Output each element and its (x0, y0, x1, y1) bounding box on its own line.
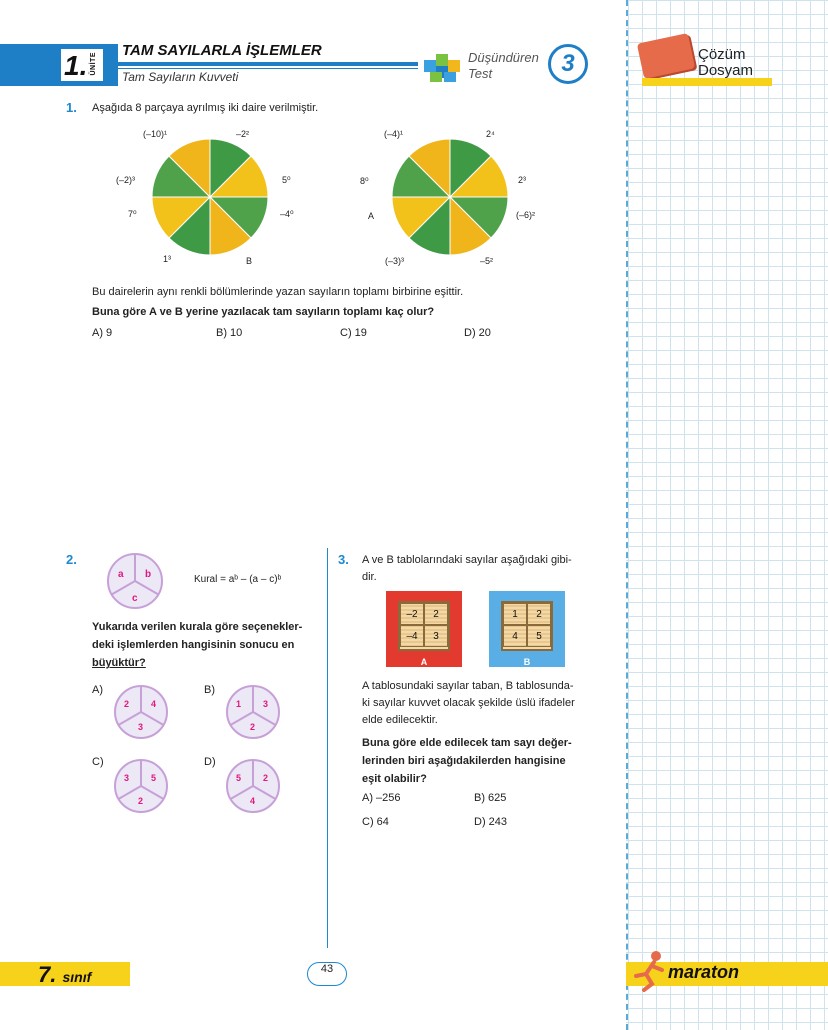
question-2-line-1: Yukarıda verilen kurala göre seçenekler- (92, 621, 303, 633)
circle-2-diagram (360, 120, 560, 270)
q1-option-b[interactable]: B) 10 (216, 327, 243, 339)
footer-class: 7. sınıf (38, 962, 92, 987)
q2-d-val-b: 2 (263, 773, 269, 783)
table-b-cell-1: 1 (503, 603, 527, 625)
unit-number: 1. (64, 50, 88, 81)
rule-formula: Kural = aᵇ – (a – c)ᵇ (194, 574, 282, 585)
circle-1-sectors (152, 139, 268, 255)
q1-option-d[interactable]: D) 20 (464, 327, 491, 339)
cube-logo-icon (420, 46, 464, 86)
unit-tag: ÜNİTE (90, 52, 97, 76)
c2-label-5: –5² (480, 256, 494, 266)
c1-label-7: 7⁰ (128, 209, 137, 219)
question-3-desc-3: elde edilecektir. (362, 714, 438, 726)
q2-option-b-label[interactable]: B) (204, 684, 215, 696)
header-rule (118, 62, 418, 66)
rule-letter-c: c (132, 593, 138, 604)
c1-label-2: –2² (236, 129, 250, 139)
c1-label-4: –4⁰ (280, 209, 294, 219)
q1-option-a[interactable]: A) 9 (92, 327, 113, 339)
c2-label-2: 2⁴ (486, 129, 495, 139)
page-number: 43 (307, 962, 347, 986)
q3-option-b[interactable]: B) 625 (474, 792, 507, 804)
q2-b-val-b: 3 (263, 699, 269, 709)
q2-a-val-c: 3 (138, 722, 144, 732)
header-rule-thin (118, 68, 418, 69)
question-3-line-3: eşit olabilir? (362, 773, 427, 785)
circle-2-sectors (392, 139, 508, 255)
q2-option-a-label[interactable]: A) (92, 684, 103, 696)
table-a (386, 591, 462, 667)
q3-option-c[interactable]: C) 64 (362, 816, 389, 828)
question-2-number: 2. (66, 552, 77, 567)
rule-letter-b: b (145, 569, 152, 580)
table-b-cell-2: 2 (527, 603, 551, 625)
table-a-cell-3: –4 (400, 625, 424, 647)
question-3-desc-2: ki sayılar kuvvet olacak şekilde üslü ifadeler (362, 697, 575, 709)
column-divider (327, 548, 328, 948)
c2-label-1: (–4)¹ (384, 129, 404, 139)
q2-c-val-a: 3 (124, 773, 130, 783)
test-number-badge: 3 (548, 44, 588, 84)
c1-label-8: (–2)³ (116, 175, 136, 185)
test-label: Düşündüren Test (468, 50, 539, 81)
table-a-cell-2: 2 (424, 603, 448, 625)
q2-option-d-label[interactable]: D) (204, 756, 216, 768)
table-a-cell-4: 3 (424, 625, 448, 647)
table-b (489, 591, 565, 667)
table-b-label: B (523, 657, 531, 667)
question-1-statement: Bu dairelerin aynı renkli bölümlerinde yazan sayıların toplamı birbirine eşittir. (92, 286, 464, 298)
solution-title: Çözüm Dosyam (698, 46, 754, 79)
c1-label-6: 1³ (163, 254, 172, 264)
c1-label-3: 5⁰ (282, 175, 291, 185)
c2-label-6: (–3)³ (385, 256, 405, 266)
q2-b-val-c: 2 (250, 722, 256, 732)
question-3-intro-1: A ve B tablolarındaki sayılar aşağıdaki gibi- (362, 554, 572, 566)
circle-1-diagram (110, 120, 310, 270)
q2-d-val-a: 5 (236, 773, 242, 783)
c2-label-4: (–6)² (516, 210, 536, 220)
question-3-line-1: Buna göre elde edilecek tam sayı değer- (362, 737, 572, 749)
page-title: TAM SAYILARLA İŞLEMLER (122, 42, 322, 59)
q2-b-val-a: 1 (236, 699, 242, 709)
c1-label-1: (–10)¹ (143, 129, 168, 139)
question-3-intro-2: dir. (362, 571, 377, 583)
q3-option-a[interactable]: A) –256 (362, 792, 401, 804)
q2-c-val-b: 5 (151, 773, 157, 783)
q2-a-val-a: 2 (124, 699, 130, 709)
c2-label-8: 8⁰ (360, 176, 369, 186)
table-b-cell-4: 5 (527, 625, 551, 647)
q2-a-val-b: 4 (151, 699, 157, 709)
brand-logo: maraton (668, 962, 740, 982)
q3-option-d[interactable]: D) 243 (474, 816, 508, 828)
question-1-number: 1. (66, 100, 77, 115)
question-1-prompt: Buna göre A ve B yerine yazılacak tam sayıların toplamı kaç olur? (92, 306, 435, 318)
c1-label-5: B (246, 256, 253, 266)
q2-d-val-c: 4 (250, 796, 256, 806)
q1-option-c[interactable]: C) 19 (340, 327, 367, 339)
runner-icon (630, 948, 670, 992)
question-2-line-2: deki işlemlerden hangisinin sonucu en (92, 639, 295, 651)
rule-letter-a: a (118, 569, 124, 580)
q2-c-val-c: 2 (138, 796, 144, 806)
q2-option-c-label[interactable]: C) (92, 756, 104, 768)
page-subtitle: Tam Sayıların Kuvveti (122, 70, 239, 84)
c2-label-3: 2³ (518, 175, 527, 185)
table-b-cell-3: 4 (503, 625, 527, 647)
question-1-intro: Aşağıda 8 parçaya ayrılmış iki daire verilmiştir. (92, 102, 319, 114)
solution-bar (642, 78, 772, 86)
question-3-number: 3. (338, 552, 349, 567)
question-3-desc-1: A tablosundaki sayılar taban, B tablosunda- (362, 680, 574, 692)
c2-label-7: A (368, 211, 375, 221)
table-a-cell-1: –2 (400, 603, 424, 625)
solution-grid-panel (626, 0, 828, 1030)
question-3-line-2: lerinden biri aşağıdakilerden hangisine (362, 755, 566, 767)
question-2-line-3: büyüktür? (92, 657, 146, 669)
table-a-label: A (420, 657, 428, 667)
